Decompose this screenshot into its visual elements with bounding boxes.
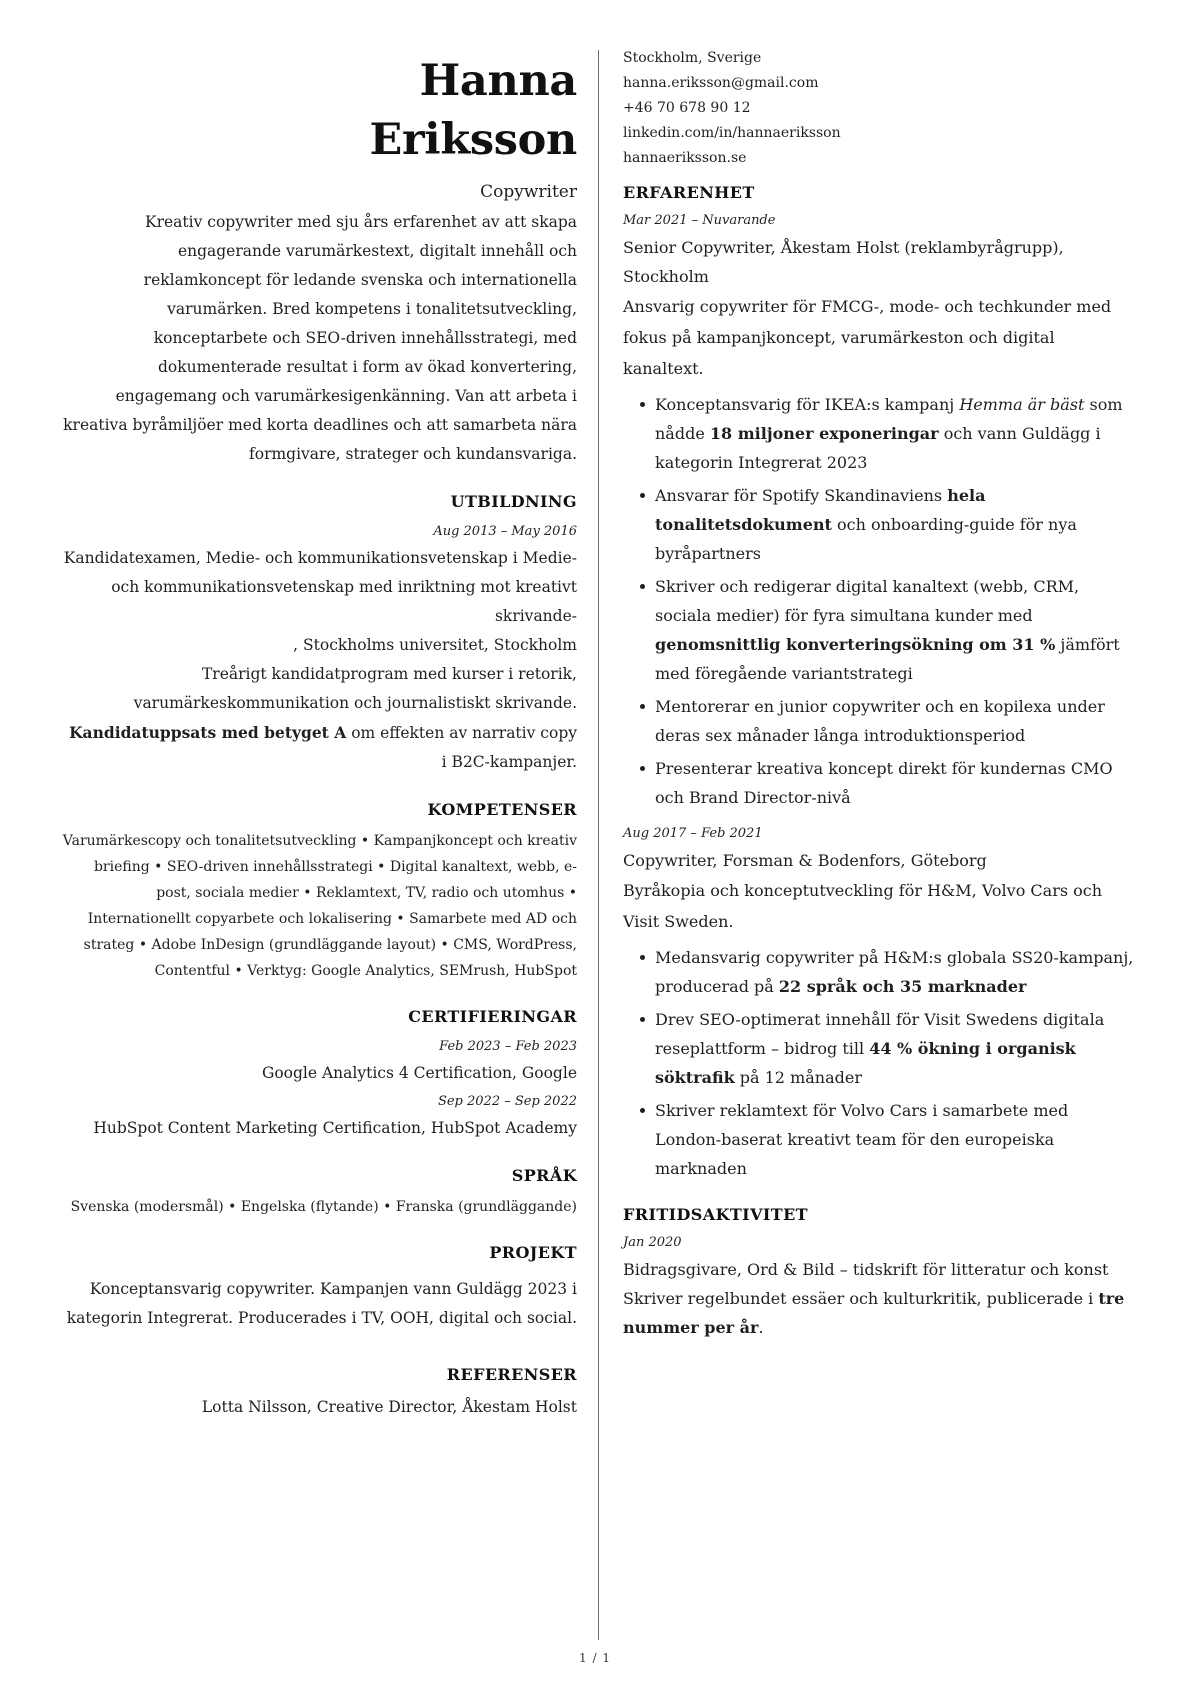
experience-entry — [623, 209, 1138, 812]
job-date: Mar 2021 – Nuvarande — [623, 213, 776, 228]
job-bullet: Presenterar kreativa koncept direkt för kundernas CMO och Brand Director-nivå — [655, 754, 1138, 812]
certification-item — [60, 1090, 577, 1143]
contact-phone: +46 70 678 90 12 — [623, 100, 751, 116]
education-degree: Kandidatexamen, Medie- och kommunikationsvetenskap i Medie- och kommunikationsvetenskap med inriktning mot kreativt skrivande- — [63, 549, 577, 625]
left-column — [60, 52, 577, 1422]
education-thesis — [60, 718, 577, 777]
job-bullet: Skriver och redigerar digital kanaltext (webb, CRM, sociala medier) för fyra simultana kunder med genomsnittlig konverteringsökning om 31 % jämfört med föregående variantstrategi — [655, 572, 1138, 688]
skills-heading: KOMPETENSER — [427, 800, 577, 819]
job-role: Senior Copywriter, Åkestam Holst (reklambyrågrupp), Stockholm — [623, 238, 1064, 286]
certification-name: HubSpot Content Marketing Certification, HubSpot Academy — [93, 1119, 577, 1137]
certifications-heading: CERTIFIERINGAR — [408, 1007, 577, 1026]
leisure-heading: FRITIDSAKTIVITET — [623, 1205, 808, 1224]
contact-location: Stockholm, Sverige — [623, 50, 762, 66]
experience-heading: ERFARENHET — [623, 183, 755, 202]
projects-heading: PROJEKT — [489, 1243, 577, 1262]
last-name: Eriksson — [369, 115, 577, 165]
reference-entry: Lotta Nilsson, Creative Director, Åkestam Holst — [201, 1398, 577, 1416]
profile-summary: Kreativ copywriter med sju års erfarenhet av att skapa engagerande varumärkestext, digitalt innehåll och reklamkoncept för ledande svenska och internationella varumärken. Bred kompetens i tonalitetsutveckling, konceptarbete och SEO-driven innehållsstrategi, med dokumenterade resultat i form av ökad konvertering, engagemang och varumärkesigenkänning. Van att arbeta i kreativa byråmiljöer med korta deadlines och att samarbeta nära formgivare, strateger och kundansvariga. — [63, 213, 577, 463]
certification-date: Feb 2023 – Feb 2023 — [439, 1039, 577, 1054]
job-bullet: Medansvarig copywriter på H&M:s globala SS20-kampanj, producerad på 22 språk och 35 marknader — [655, 943, 1138, 1001]
job-description: Ansvarig copywriter för FMCG-, mode- och techkunder med fokus på kampanjkoncept, varumärkeston och digital kanaltext. — [623, 297, 1112, 378]
education-description: Treårigt kandidatprogram med kurser i retorik, varumärkeskommunikation och journalistiskt skrivande. — [133, 665, 577, 712]
job-bullet: Mentorerar en junior copywriter och en kopilexa under deras sex månader långa introduktionsperiod — [655, 692, 1138, 750]
leisure-role: Bidragsgivare, Ord & Bild – tidskrift för litteratur och konst — [623, 1260, 1109, 1279]
education-entry — [60, 544, 577, 777]
certification-item — [60, 1035, 577, 1088]
job-bullet: Drev SEO-optimerat innehåll för Visit Swedens digitala reseplattform – bidrog till 44 % ökning i organisk söktrafik på 12 månader — [655, 1005, 1138, 1092]
education-heading: UTBILDNING — [450, 492, 577, 511]
job-bullet: Skriver reklamtext för Volvo Cars i samarbete med London-baserat kreativt team för den europeiska marknaden — [655, 1096, 1138, 1183]
page-number: 1 / 1 — [579, 1651, 611, 1665]
job-bullets — [623, 390, 1138, 812]
skills-list: Varumärkescopy och tonalitetsutveckling • Kampanjkoncept och kreativ briefing • SEO-driven innehållsstrategi • Digital kanaltext, webb, e-post, sociala medier • Reklamtext, TV, radio och utomhus • Internationellt copyarbete och lokalisering • Samarbete med AD och strateg • Adobe InDesign (grundläggande layout) • CMS, WordPress, Contentful • Verktyg: Google Analytics, SEMrush, HubSpot — [62, 833, 577, 979]
first-name: Hanna — [419, 56, 577, 106]
education-date: Aug 2013 – May 2016 — [433, 524, 577, 539]
experience-entry — [623, 822, 1138, 1183]
column-divider — [598, 50, 599, 1640]
certification-name: Google Analytics 4 Certification, Google — [261, 1064, 577, 1082]
references-heading: REFERENSER — [446, 1365, 577, 1384]
candidate-name — [60, 52, 577, 170]
job-bullet: Konceptansvarig för IKEA:s kampanj Hemma är bäst som nådde 18 miljoner exponeringar och vann Guldägg i kategorin Integrerat 2023 — [655, 390, 1138, 477]
job-date: Aug 2017 – Feb 2021 — [623, 826, 763, 841]
right-column — [623, 46, 1138, 1342]
leisure-date: Jan 2020 — [623, 1235, 682, 1250]
contact-linkedin: linkedin.com/in/hannaeriksson — [623, 125, 841, 141]
certification-date: Sep 2022 – Sep 2022 — [437, 1094, 577, 1109]
languages-list: Svenska (modersmål) • Engelska (flytande) • Franska (grundläggande) — [70, 1199, 577, 1215]
contact-block — [623, 46, 1138, 171]
contact-email: hanna.eriksson@gmail.com — [623, 75, 819, 91]
job-title: Copywriter — [480, 182, 577, 202]
contact-website: hannaeriksson.se — [623, 150, 747, 166]
job-bullet: Ansvarar för Spotify Skandinaviens hela tonalitetsdokument och onboarding-guide för nya byråpartners — [655, 481, 1138, 568]
thesis-highlight: Kandidatuppsats med betyget A — [69, 723, 347, 742]
project-description: Konceptansvarig copywriter. Kampanjen vann Guldägg 2023 i kategorin Integrerat. Producerades i TV, OOH, digital och social. — [66, 1280, 577, 1327]
job-role: Copywriter, Forsman & Bodenfors, Göteborg — [623, 851, 987, 870]
job-bullets — [623, 943, 1138, 1183]
leisure-description: Skriver regelbundet essäer och kulturkritik, publicerade i tre nummer per år. — [623, 1289, 1125, 1337]
languages-heading: SPRÅK — [511, 1166, 577, 1185]
education-school: , Stockholms universitet, Stockholm — [293, 636, 577, 654]
thesis-rest: om effekten av narrativ copy i B2C-kampanjer. — [346, 724, 577, 771]
job-description: Byråkopia och konceptutveckling för H&M, Volvo Cars och Visit Sweden. — [623, 881, 1103, 931]
